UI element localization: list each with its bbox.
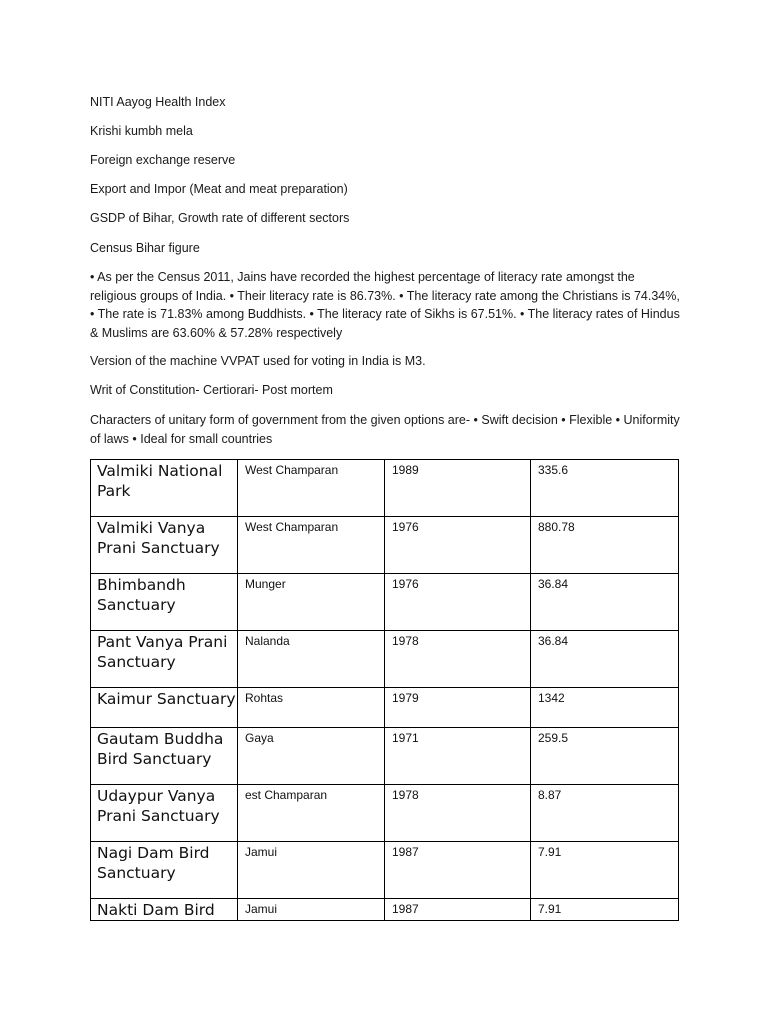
cell-area: 335.6	[531, 460, 679, 517]
cell-year: 1976	[385, 574, 531, 631]
cell-area: 7.91	[531, 842, 679, 899]
paragraph-literacy: • As per the Census 2011, Jains have recorded the highest percentage of literacy rate amongst the religious groups of India. • Their literacy rate is 86.73%. • The literacy rate among the Christians is 74.34%, • The rate is 71.83% among Buddhists. • The literacy rate of Sikhs is 67.51%. • The literacy rates of Hindus & Muslims are 63.60% & 57.28% respectively	[90, 270, 680, 340]
cell-name: Pant Vanya Prani Sanctuary	[91, 631, 238, 688]
cell-district: Jamui	[238, 842, 385, 899]
cell-name: Valmiki National Park	[91, 460, 238, 517]
table-row	[91, 517, 679, 574]
cell-district: West Champaran	[238, 517, 385, 574]
table-row	[91, 688, 679, 728]
cell-year: 1979	[385, 688, 531, 728]
line-gsdp-bihar: GSDP of Bihar, Growth rate of different sectors	[90, 211, 350, 225]
cell-name: Valmiki Vanya Prani Sanctuary	[91, 517, 238, 574]
cell-area: 880.78	[531, 517, 679, 574]
cell-district: Munger	[238, 574, 385, 631]
cell-year: 1989	[385, 460, 531, 517]
cell-area: 36.84	[531, 631, 679, 688]
table-row	[91, 785, 679, 842]
table-row	[91, 460, 679, 517]
cell-district: Gaya	[238, 728, 385, 785]
cell-year: 1976	[385, 517, 531, 574]
cell-year: 1978	[385, 785, 531, 842]
cell-year: 1987	[385, 842, 531, 899]
cell-year: 1987	[385, 899, 531, 921]
cell-name: Nagi Dam Bird Sanctuary	[91, 842, 238, 899]
line-writ: Writ of Constitution- Certiorari- Post mortem	[90, 383, 333, 397]
cell-area: 7.91	[531, 899, 679, 921]
cell-name: Bhimbandh Sanctuary	[91, 574, 238, 631]
cell-name: Gautam Buddha Bird Sanctuary	[91, 728, 238, 785]
cell-name: Nakti Dam Bird	[91, 899, 238, 921]
cell-district: West Champaran	[238, 460, 385, 517]
cell-name: Kaimur Sanctuary	[91, 688, 238, 728]
line-vvpat: Version of the machine VVPAT used for voting in India is M3.	[90, 354, 426, 368]
table-row	[91, 728, 679, 785]
line-export-import: Export and Impor (Meat and meat preparation)	[90, 182, 348, 196]
cell-area: 8.87	[531, 785, 679, 842]
cell-area: 259.5	[531, 728, 679, 785]
table-row	[91, 899, 679, 921]
table-row	[91, 574, 679, 631]
sanctuary-table	[90, 459, 679, 921]
line-niti-aayog: NITI Aayog Health Index	[90, 95, 226, 109]
cell-name: Udaypur Vanya Prani Sanctuary	[91, 785, 238, 842]
cell-district: Nalanda	[238, 631, 385, 688]
cell-district: Rohtas	[238, 688, 385, 728]
table-row	[91, 842, 679, 899]
table-row	[91, 631, 679, 688]
cell-area: 1342	[531, 688, 679, 728]
cell-district: Jamui	[238, 899, 385, 921]
line-census-bihar: Census Bihar figure	[90, 241, 200, 255]
paragraph-unitary: Characters of unitary form of government from the given options are- • Swift decision • Flexible • Uniformity of laws • Ideal for small countries	[90, 413, 680, 446]
cell-district: est Champaran	[238, 785, 385, 842]
line-forex-reserve: Foreign exchange reserve	[90, 153, 236, 167]
line-krishi-kumbh: Krishi kumbh mela	[90, 124, 193, 138]
cell-area: 36.84	[531, 574, 679, 631]
cell-year: 1971	[385, 728, 531, 785]
cell-year: 1978	[385, 631, 531, 688]
